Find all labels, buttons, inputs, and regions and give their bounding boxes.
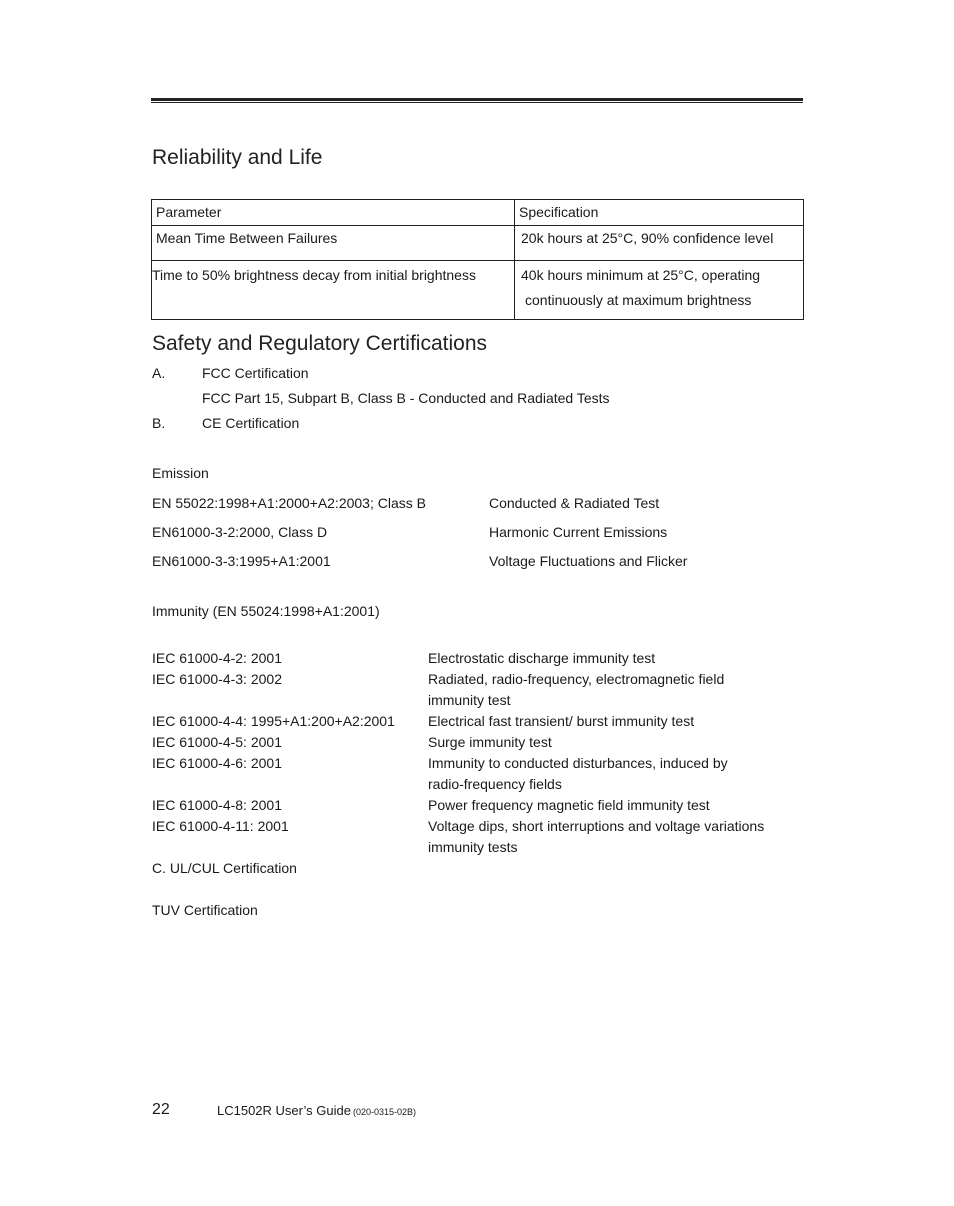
tuv-certification: TUV Certification	[152, 902, 258, 918]
emission-standard: EN 55022:1998+A1:2000+A2:2003; Class B	[152, 495, 426, 511]
immunity-test: Electrical fast transient/ burst immunity test	[428, 713, 695, 729]
table-cell-specification	[515, 261, 804, 320]
footer-code: (020-0315-02B)	[353, 1107, 417, 1117]
emission-test: Harmonic Current Emissions	[489, 524, 668, 540]
immunity-test: Electrostatic discharge immunity test	[428, 650, 656, 666]
immunity-test: immunity test	[428, 692, 511, 708]
table-row	[152, 261, 804, 320]
immunity-standard: IEC 61000-4-11: 2001	[152, 818, 289, 834]
table-header-specification: Specification	[515, 200, 804, 226]
immunity-standard: IEC 61000-4-2: 2001	[152, 650, 282, 666]
top-rule-thin	[151, 102, 803, 103]
footer-title: LC1502R User’s Guide	[217, 1103, 351, 1118]
immunity-test: radio-frequency fields	[428, 776, 562, 792]
table-cell-parameter: Mean Time Between Failures	[152, 226, 515, 261]
immunity-test: Radiated, radio-frequency, electromagnetic field	[428, 671, 725, 687]
emission-standard: EN61000-3-2:2000, Class D	[152, 524, 328, 540]
page-number: 22	[152, 1101, 170, 1118]
immunity-standard: IEC 61000-4-6: 2001	[152, 755, 282, 771]
emission-label: Emission	[152, 465, 209, 481]
emission-standard: EN61000-3-3:1995+A1:2001	[152, 553, 331, 569]
table-cell-line: continuously at maximum brightness	[525, 292, 752, 308]
immunity-test: Surge immunity test	[428, 734, 552, 750]
table-row	[152, 226, 804, 261]
immunity-standard: IEC 61000-4-8: 2001	[152, 797, 282, 813]
immunity-test: Immunity to conducted disturbances, induced by	[428, 755, 728, 771]
table-header-row	[152, 200, 804, 226]
immunity-test: Power frequency magnetic field immunity test	[428, 797, 710, 813]
safety-heading: Safety and Regulatory Certifications	[152, 332, 488, 355]
immunity-test: Voltage dips, short interruptions and voltage variations	[428, 818, 765, 834]
immunity-standard: IEC 61000-4-3: 2002	[152, 671, 282, 687]
reliability-table	[151, 199, 804, 320]
fcc-detail: FCC Part 15, Subpart B, Class B - Conducted and Radiated Tests	[202, 390, 610, 406]
reliability-heading: Reliability and Life	[152, 146, 323, 169]
fcc-title: FCC Certification	[202, 365, 309, 381]
table-cell-line: 40k hours minimum at 25°C, operating	[521, 267, 761, 283]
ul-certification: C. UL/CUL Certification	[152, 860, 297, 876]
table-header-parameter: Parameter	[152, 200, 515, 226]
ce-letter: B.	[152, 415, 166, 431]
table-cell-specification: 20k hours at 25°C, 90% confidence level	[515, 226, 804, 261]
table-cell-parameter: Time to 50% brightness decay from initial brightness	[152, 261, 515, 320]
emission-test: Conducted & Radiated Test	[489, 495, 660, 511]
immunity-standard: IEC 61000-4-4: 1995+A1:200+A2:2001	[152, 713, 395, 729]
ce-title: CE Certification	[202, 415, 300, 431]
immunity-test: immunity tests	[428, 839, 518, 855]
immunity-label: Immunity (EN 55024:1998+A1:2001)	[152, 603, 380, 619]
immunity-standard: IEC 61000-4-5: 2001	[152, 734, 282, 750]
emission-test: Voltage Fluctuations and Flicker	[489, 553, 688, 569]
top-rule	[151, 98, 803, 101]
fcc-letter: A.	[152, 365, 166, 381]
